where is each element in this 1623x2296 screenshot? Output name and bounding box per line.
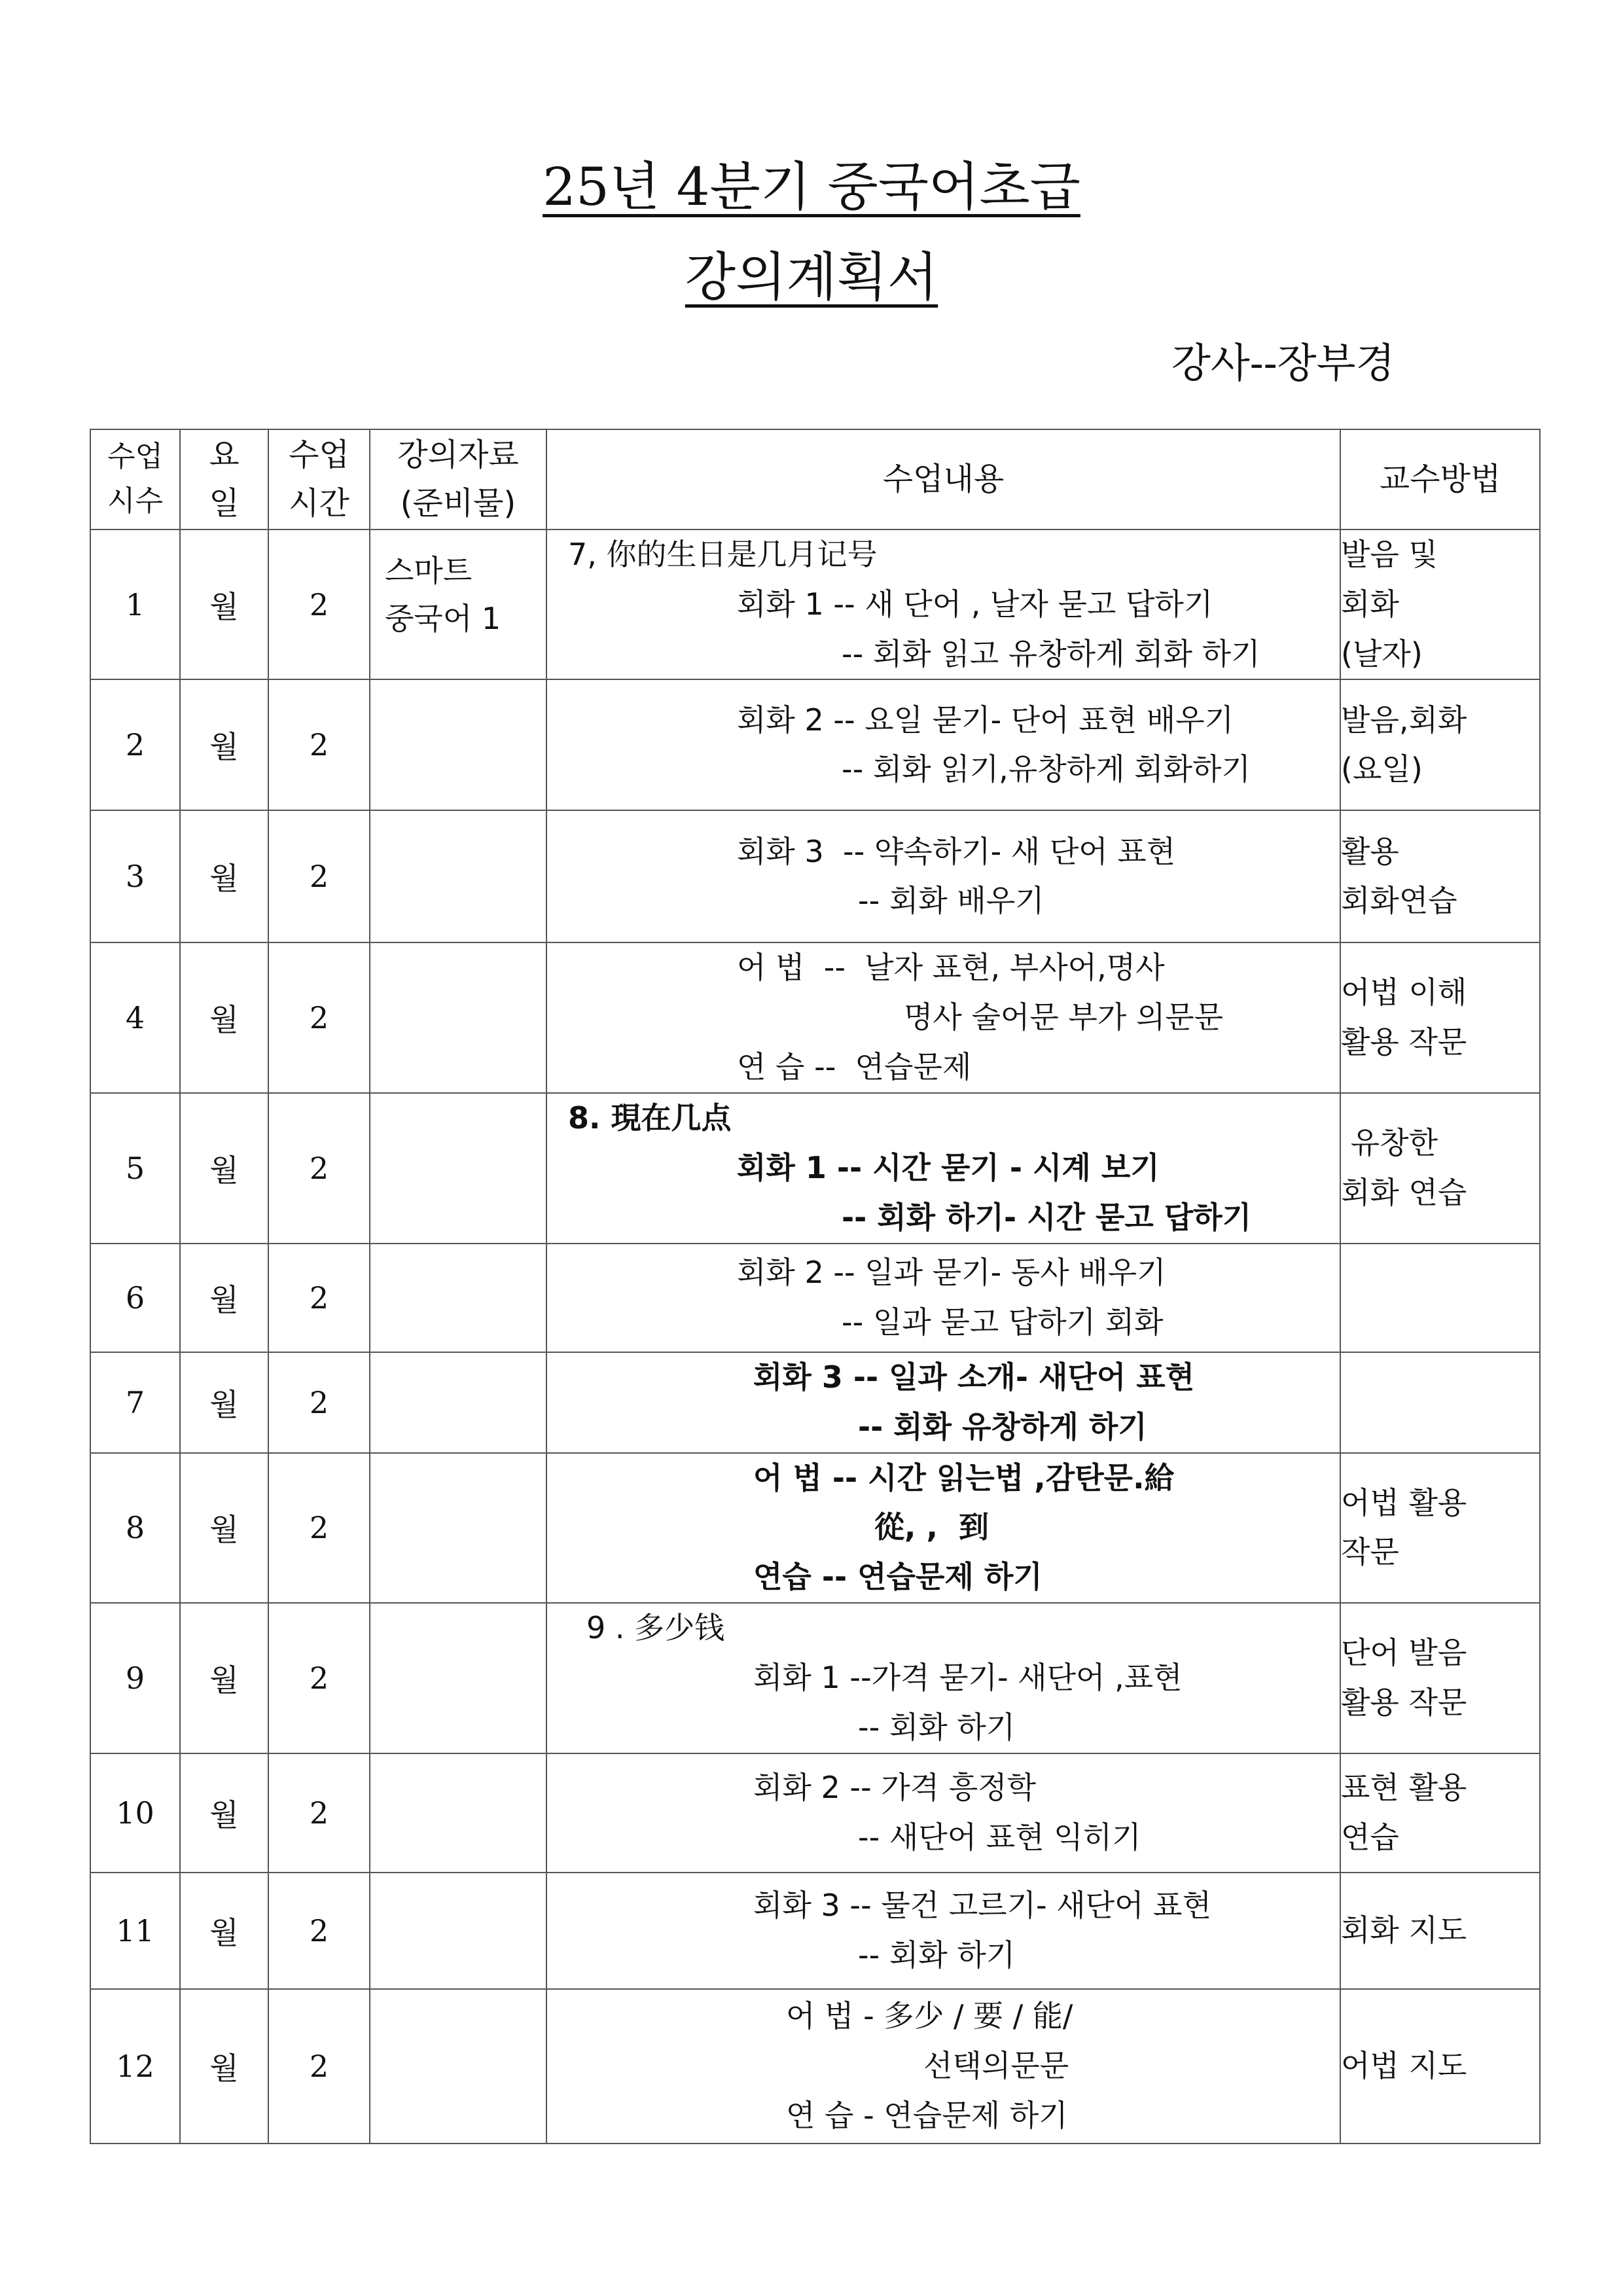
day-of-week: 월 bbox=[180, 1352, 268, 1453]
method-line: 활용 bbox=[1341, 833, 1399, 869]
content-line: 회화 1 --가격 묻기- 새단어 ,표현 bbox=[753, 1660, 1183, 1696]
content-line: -- 일과 묻고 답하기 회화 bbox=[842, 1304, 1164, 1340]
session-number: 7 bbox=[90, 1352, 180, 1453]
header-method: 교수방법 bbox=[1340, 429, 1540, 529]
table-header-row bbox=[90, 429, 1540, 529]
content-cell bbox=[546, 942, 1340, 1093]
content-cell bbox=[546, 1989, 1340, 2144]
header-day bbox=[180, 429, 268, 529]
class-hours: 2 bbox=[268, 942, 370, 1093]
day-of-week: 월 bbox=[180, 810, 268, 942]
header-session-line2: 시수 bbox=[107, 484, 163, 518]
content-cell bbox=[546, 1093, 1340, 1244]
table-row bbox=[90, 1093, 1540, 1244]
class-hours: 2 bbox=[268, 810, 370, 942]
session-number: 1 bbox=[90, 529, 180, 680]
method-cell bbox=[1340, 1453, 1540, 1604]
day-of-week: 월 bbox=[180, 1453, 268, 1604]
method-line: 유창한 bbox=[1341, 1125, 1438, 1161]
content-line: 회화 2 -- 일과 묻기- 동사 배우기 bbox=[737, 1254, 1166, 1290]
method-cell bbox=[1340, 1989, 1540, 2144]
method-cell bbox=[1340, 1093, 1540, 1244]
day-of-week: 월 bbox=[180, 1873, 268, 1989]
day-of-week: 월 bbox=[180, 529, 268, 680]
method-line: 작문 bbox=[1341, 1534, 1399, 1570]
day-of-week: 월 bbox=[180, 1753, 268, 1873]
content-cell bbox=[546, 1753, 1340, 1873]
content-line: -- 회화 유창하게 하기 bbox=[858, 1408, 1147, 1444]
method-cell bbox=[1340, 810, 1540, 942]
materials-cell bbox=[370, 1244, 546, 1352]
table-row bbox=[90, 679, 1540, 810]
method-line: (요일) bbox=[1341, 751, 1423, 787]
table-row bbox=[90, 1352, 1540, 1453]
session-number: 5 bbox=[90, 1093, 180, 1244]
table-row bbox=[90, 529, 1540, 680]
content-line: -- 회화 하기 bbox=[858, 1937, 1016, 1973]
session-number: 2 bbox=[90, 679, 180, 810]
materials-cell bbox=[370, 1093, 546, 1244]
content-line: 從, , 到 bbox=[874, 1509, 989, 1545]
method-line: 연습 bbox=[1341, 1819, 1399, 1855]
header-session bbox=[90, 429, 180, 529]
table-row bbox=[90, 810, 1540, 942]
class-hours: 2 bbox=[268, 1244, 370, 1352]
header-materials-line2: (준비물) bbox=[400, 485, 516, 522]
session-number: 12 bbox=[90, 1989, 180, 2144]
day-of-week: 월 bbox=[180, 1244, 268, 1352]
method-line: 활용 작문 bbox=[1341, 1024, 1467, 1060]
document-title: 25년 4분기 중국어초급 bbox=[543, 156, 1080, 217]
header-content: 수업내용 bbox=[546, 429, 1340, 529]
content-line: 회화 1 -- 새 단어 , 날자 묻고 답하기 bbox=[737, 586, 1213, 622]
content-line: 연 습 -- 연습문제 bbox=[737, 1049, 972, 1085]
content-line: 회화 2 -- 요일 묻기- 단어 표현 배우기 bbox=[737, 702, 1234, 738]
day-of-week: 월 bbox=[180, 1989, 268, 2144]
method-line: 회화 bbox=[1341, 586, 1399, 622]
method-line: 활용 작문 bbox=[1341, 1685, 1467, 1721]
class-hours: 2 bbox=[268, 1603, 370, 1753]
method-line: 어법 이해 bbox=[1341, 975, 1467, 1011]
materials-line: 스마트 bbox=[385, 552, 473, 588]
content-line: 9 . 多少钱 bbox=[586, 1610, 725, 1646]
header-hours bbox=[268, 429, 370, 529]
materials-cell bbox=[370, 679, 546, 810]
table-row bbox=[90, 1753, 1540, 1873]
class-hours: 2 bbox=[268, 1753, 370, 1873]
materials-cell bbox=[370, 529, 546, 680]
content-line: 회화 3 -- 일과 소개- 새단어 표현 bbox=[753, 1359, 1195, 1395]
lecturer-name: 강사--장부경 bbox=[1171, 339, 1395, 387]
document-subtitle: 강의계획서 bbox=[685, 247, 938, 308]
table-body bbox=[90, 529, 1540, 2144]
day-of-week: 월 bbox=[180, 679, 268, 810]
class-hours: 2 bbox=[268, 679, 370, 810]
content-line: 어 법 - 多少 / 要 / 能/ bbox=[786, 1998, 1073, 2034]
class-hours: 2 bbox=[268, 1453, 370, 1604]
materials-cell bbox=[370, 810, 546, 942]
materials-cell bbox=[370, 1989, 546, 2144]
method-cell bbox=[1340, 942, 1540, 1093]
materials-cell bbox=[370, 942, 546, 1093]
table-row bbox=[90, 1989, 1540, 2144]
table-row bbox=[90, 1603, 1540, 1753]
content-line: 어 법 -- 시간 읽는법 ,감탄문.給 bbox=[753, 1460, 1175, 1496]
method-cell bbox=[1340, 1753, 1540, 1873]
content-line: 어 법 -- 날자 표현, 부사어,명사 bbox=[737, 950, 1165, 986]
content-line: 명사 술어문 부가 의문문 bbox=[904, 999, 1224, 1035]
content-line: 회화 1 -- 시간 묻기 - 시계 보기 bbox=[737, 1150, 1160, 1186]
content-cell bbox=[546, 1873, 1340, 1989]
table-row bbox=[90, 1873, 1540, 1989]
materials-cell bbox=[370, 1603, 546, 1753]
method-cell bbox=[1340, 1352, 1540, 1453]
content-cell bbox=[546, 1244, 1340, 1352]
day-of-week: 월 bbox=[180, 1093, 268, 1244]
content-cell bbox=[546, 1603, 1340, 1753]
day-of-week: 월 bbox=[180, 942, 268, 1093]
content-line: -- 새단어 표현 익히기 bbox=[858, 1819, 1141, 1855]
session-number: 11 bbox=[90, 1873, 180, 1989]
method-line: (날자) bbox=[1341, 636, 1423, 672]
content-line: 회화 3 -- 약속하기- 새 단어 표현 bbox=[737, 833, 1176, 869]
class-hours: 2 bbox=[268, 529, 370, 680]
materials-cell bbox=[370, 1873, 546, 1989]
method-cell bbox=[1340, 529, 1540, 680]
method-line: 회화 지도 bbox=[1341, 1912, 1467, 1948]
content-cell bbox=[546, 1453, 1340, 1604]
method-line: 단어 발음 bbox=[1341, 1635, 1467, 1671]
table-row bbox=[90, 1244, 1540, 1352]
content-line: 선택의문문 bbox=[923, 2047, 1069, 2083]
method-cell bbox=[1340, 1873, 1540, 1989]
header-day-line1: 요 bbox=[209, 437, 240, 473]
content-line: 8. 現在几点 bbox=[568, 1100, 732, 1136]
session-number: 4 bbox=[90, 942, 180, 1093]
method-line: 발음,회화 bbox=[1341, 702, 1467, 738]
content-line: 7, 你的生日是几月记号 bbox=[568, 536, 878, 572]
content-line: 회화 2 -- 가격 흥정학 bbox=[753, 1770, 1037, 1806]
content-line: -- 회화 읽고 유창하게 회화 하기 bbox=[842, 636, 1260, 672]
method-line: 어법 활용 bbox=[1341, 1484, 1467, 1520]
method-line: 발음 및 bbox=[1341, 536, 1438, 572]
content-cell bbox=[546, 679, 1340, 810]
header-materials-line1: 강의자료 bbox=[397, 437, 519, 473]
materials-cell bbox=[370, 1753, 546, 1873]
method-cell bbox=[1340, 679, 1540, 810]
content-line: -- 회화 배우기 bbox=[858, 883, 1044, 919]
day-of-week: 월 bbox=[180, 1603, 268, 1753]
materials-cell bbox=[370, 1352, 546, 1453]
session-number: 3 bbox=[90, 810, 180, 942]
header-hours-line1: 수업 bbox=[289, 437, 349, 473]
content-cell bbox=[546, 1352, 1340, 1453]
method-line: 회화연습 bbox=[1341, 883, 1457, 919]
lecture-plan-table bbox=[90, 429, 1541, 2144]
table-row bbox=[90, 1453, 1540, 1604]
method-line: 표현 활용 bbox=[1341, 1770, 1467, 1806]
method-cell bbox=[1340, 1244, 1540, 1352]
table-row bbox=[90, 942, 1540, 1093]
content-line: -- 회화 하기- 시간 묻고 답하기 bbox=[842, 1199, 1252, 1235]
session-number: 10 bbox=[90, 1753, 180, 1873]
header-session-line1: 수업 bbox=[107, 440, 163, 474]
class-hours: 2 bbox=[268, 1873, 370, 1989]
class-hours: 2 bbox=[268, 1093, 370, 1244]
content-line: 연 습 - 연습문제 하기 bbox=[786, 2097, 1068, 2133]
materials-line: 중국어 1 bbox=[385, 601, 501, 637]
content-line: 회화 3 -- 물건 고르기- 새단어 표현 bbox=[753, 1888, 1212, 1924]
header-day-line2: 일 bbox=[209, 485, 240, 522]
class-hours: 2 bbox=[268, 1352, 370, 1453]
session-number: 9 bbox=[90, 1603, 180, 1753]
header-materials bbox=[370, 429, 546, 529]
class-hours: 2 bbox=[268, 1989, 370, 2144]
session-number: 6 bbox=[90, 1244, 180, 1352]
header-hours-line2: 시간 bbox=[289, 485, 349, 522]
session-number: 8 bbox=[90, 1453, 180, 1604]
content-line: -- 회화 하기 bbox=[858, 1710, 1016, 1746]
content-cell bbox=[546, 529, 1340, 680]
content-cell bbox=[546, 810, 1340, 942]
content-line: -- 회화 읽기,유창하게 회화하기 bbox=[842, 751, 1251, 787]
content-line: 연습 -- 연습문제 하기 bbox=[753, 1559, 1043, 1595]
method-line: 어법 지도 bbox=[1341, 2047, 1467, 2083]
materials-cell bbox=[370, 1453, 546, 1604]
method-line: 회화 연습 bbox=[1341, 1174, 1467, 1210]
method-cell bbox=[1340, 1603, 1540, 1753]
